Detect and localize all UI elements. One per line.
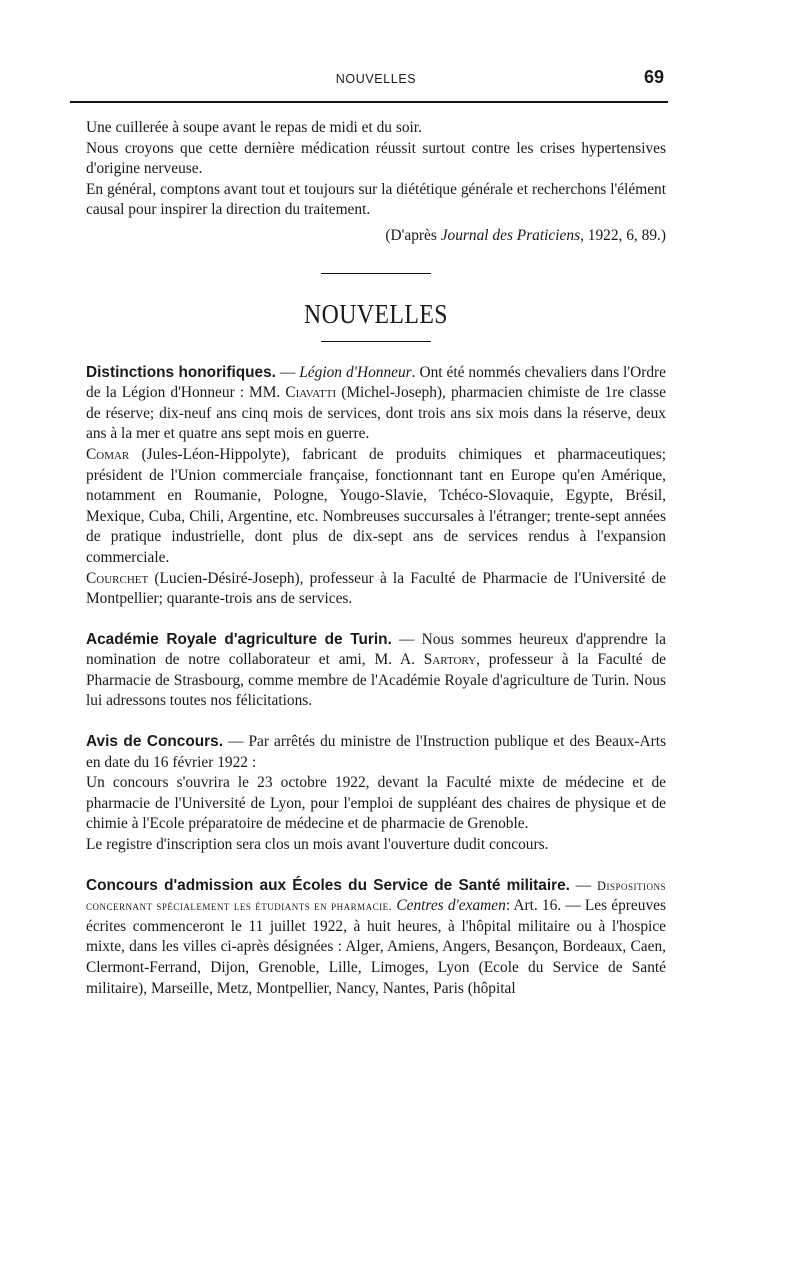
concours-paragraph (86, 732, 666, 773)
admission-paragraph (86, 876, 666, 1000)
academie-heading: Académie Royale d'agriculture de Turin. (86, 630, 392, 648)
section-heading: NOUVELLES (304, 298, 448, 329)
page (86, 60, 667, 997)
intro-paragraph-1: Une cuillerée à soupe avant le repas de midi et du soir. (86, 119, 422, 136)
body-text (86, 118, 666, 999)
person-name-ciavatti: Ciavatti (285, 384, 337, 402)
distinctions-text-3: (Lucien-Désiré-Joseph), professeur à la Faculté de Pharmacie de l'Université de Montpellier; quarante-trois ans de services. (86, 569, 666, 608)
intro-paragraph-3: En général, comptons avant tout et toujours sur la diététique générale et recherchons l'élément causal pour inspirer la direction du traitement. (86, 180, 666, 219)
page-number: 69 (643, 67, 664, 87)
citation-suffix: , 1922, 6, 89.) (580, 226, 666, 244)
admission-text: — Les épreuves écrites commenceront le 11 juillet 1922, à huit heures, à l'hôpital militaire ou à l'hospice mixte, dans les villes ci-après désignées : Alger, Amiens, Angers, Besançon, Bordeaux, Caen, Clermont-Ferrand, Dijon, Grenoble, Lille, Limoges, Lyon (Ecole du Service de Santé militaire), Marseille, Metz, Montpellier, Nancy, Nantes, Paris (hôpital (86, 897, 666, 997)
concours-text-1: — Par arrêtés du ministre de l'Instruction publique et des Beaux-Arts en date du 16 février 1922 : (86, 733, 666, 771)
section-rule-top (321, 273, 431, 274)
admission-dash: — (569, 876, 598, 894)
header-rule (70, 101, 668, 103)
citation (86, 226, 666, 247)
academie-text-1: — Nous sommes heureux d'apprendre la nomination de notre collaborateur et ami, M. A. (86, 630, 667, 669)
citation-journal: Journal des Praticiens (440, 226, 581, 244)
academie-paragraph (86, 630, 666, 712)
admission-heading: Concours d'admission aux Écoles du Service de Santé militaire. (86, 876, 570, 894)
citation-prefix: (D'après (385, 226, 441, 244)
concours-paragraph-2: Un concours s'ouvrira le 23 octobre 1922, devant la Faculté mixte de médecine et de pharmacie de l'Université de Lyon, pour l'emploi de suppléant des chaires de physique et de chimie à l'Ecole préparatoire de médecine et de pharmacie de Grenoble. (86, 774, 666, 833)
courchet-paragraph (86, 569, 666, 610)
intro-paragraph-2: Nous croyons que cette dernière médication réussit surtout contre les crises hypertensives d'origine nerveuse. (86, 139, 666, 178)
running-head (86, 60, 666, 90)
comar-paragraph (86, 445, 666, 569)
admission-italic: Centres d'examen (392, 897, 506, 915)
admission-caps: Dispositions concernant spécialement les étudiants en pharmacie. (86, 878, 666, 914)
distinctions-intro: . Ont été nommés chevaliers dans l'Ordre de la Légion d'Honneur : MM. (86, 363, 666, 402)
distinctions-paragraph (86, 363, 666, 445)
person-name-courchet: Courchet (86, 569, 149, 587)
distinctions-text-1: (Michel-Joseph), pharmacien chimiste de 1re classe de réserve; dix-neuf ans cinq mois de services, dont trois ans six mois dans la réserve, deux ans à la mer et quatre ans sept mois en guerre. (86, 384, 666, 443)
person-name-sartory: Sartory (423, 651, 477, 669)
admission-article: : Art. 16. (505, 897, 562, 915)
section-rule-bottom (321, 341, 431, 342)
distinctions-text-2: (Jules-Léon-Hippolyte), fabricant de produits chimiques et pharmaceutiques; président de l'Union commerciale française, fonctionnant tant en Europe qu'en Amérique, notamment en Roumanie, Pologne, Yougo-Slavie, Tchéco-Slovaquie, Egypte, Brésil, Mexique, Cuba, Chili, Argentine, etc. Nombreuses succursales à l'étranger; trente-sept années de pratique industrielle, dont plus de dix-sept ans de services rendus à l'expansion commerciale. (86, 445, 666, 566)
academie-text-2: , professeur à la Faculté de Pharmacie de Strasbourg, comme membre de l'Académie Royale d'agriculture de Turin. Nous lui adressons toutes nos félicitations. (86, 651, 666, 710)
distinctions-subheading: Légion d'Honneur (299, 363, 412, 381)
distinctions-dash: — (275, 363, 300, 381)
concours-heading: Avis de Concours. (86, 733, 223, 751)
person-name-comar: Comar (86, 445, 130, 463)
distinctions-heading: Distinctions honorifiques. (86, 363, 276, 381)
running-title: NOUVELLES (335, 72, 417, 86)
concours-paragraph-3: Le registre d'inscription sera clos un mois avant l'ouverture dudit concours. (86, 836, 549, 854)
